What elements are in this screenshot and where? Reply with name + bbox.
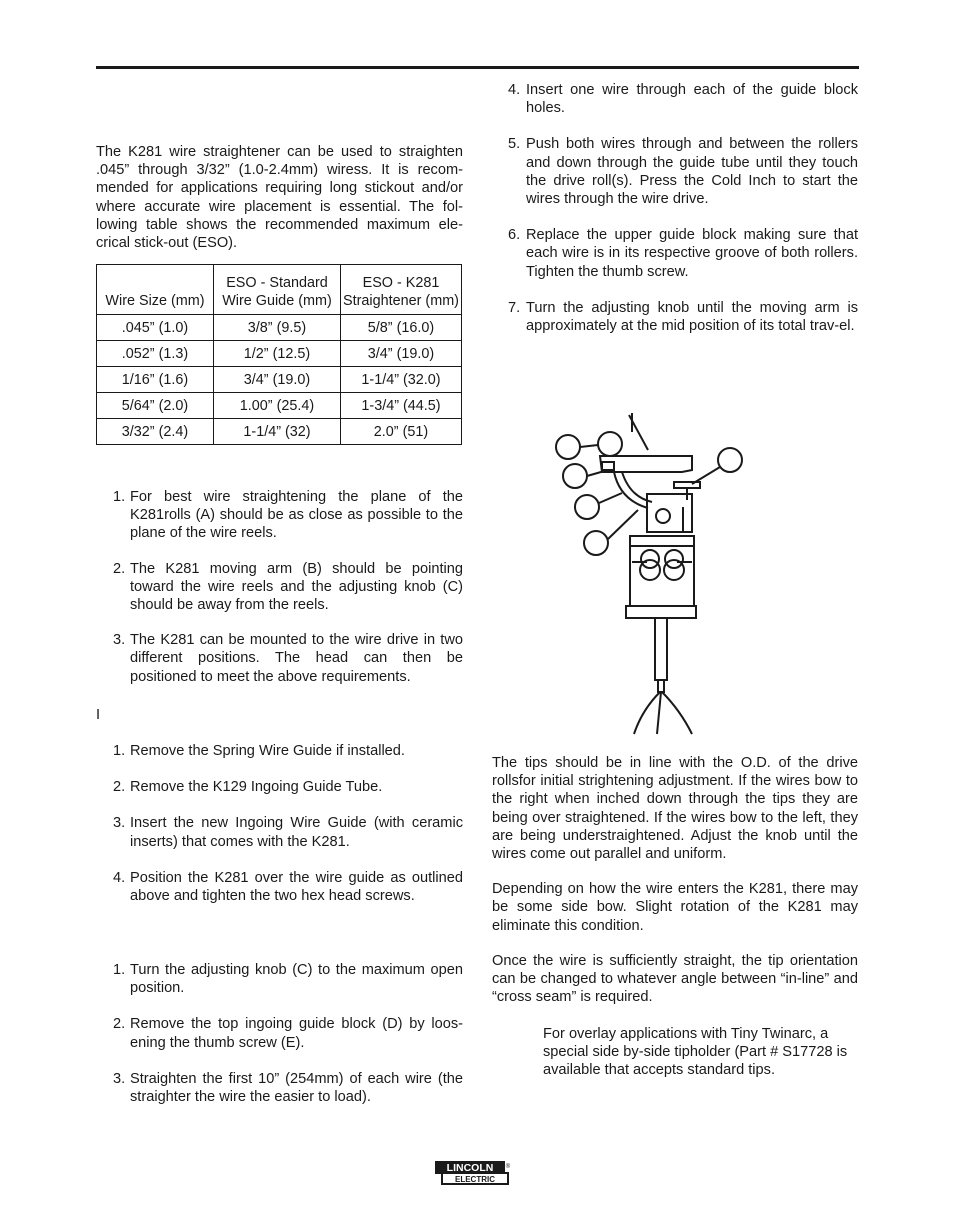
step-number: 1. [113, 489, 126, 505]
step-number: 2. [113, 560, 126, 577]
table-row [97, 315, 462, 341]
callout-circle [563, 464, 587, 488]
step-text: The K281 can be mounted to the wire drive in two different positions. The head can then be positioned to meet the above requirements. [130, 632, 463, 685]
table-cell: 1-1/4” (32.0) [341, 367, 462, 393]
table-header-cell: ESO - K281 Straightener (mm) [341, 265, 462, 315]
loading-steps-left [96, 961, 463, 1106]
step-number: 2. [113, 1016, 126, 1033]
k281-straightener-diagram [552, 412, 748, 738]
table-cell: .045” (1.0) [97, 315, 214, 341]
step-text: Replace the upper guide block making sure that each wire is in its respective groove of both rollers. Tighten the thumb screw. [526, 227, 858, 280]
adjust-section [492, 754, 858, 1006]
step-text: Turn the adjusting knob until the moving arm is approximately at the mid position of its total trav-el. [526, 299, 858, 335]
lincoln-electric-logo [434, 1160, 512, 1186]
list-item [492, 81, 858, 117]
table-cell: 2.0” (51) [341, 419, 462, 445]
table-cell: .052” (1.3) [97, 341, 214, 367]
list-item [96, 1015, 463, 1051]
list-item [96, 631, 463, 686]
table-row [97, 393, 462, 419]
adjust-paragraph: Depending on how the wire enters the K281, there may be some side bow. Slight rotation of the K281 may eliminate this condition. [492, 881, 858, 934]
table-header-cell: Wire Size (mm) [97, 265, 214, 315]
install-steps [96, 742, 463, 905]
list-item [96, 814, 463, 850]
step-text: Position the K281 over the wire guide as outlined above and tighten the two hex head screws. [130, 869, 463, 905]
list-item [96, 961, 463, 997]
eso-table [96, 264, 462, 445]
table-row [97, 367, 462, 393]
list-item [96, 560, 463, 615]
list-item [96, 488, 463, 543]
step-number: 2. [113, 779, 126, 796]
list-item [492, 135, 858, 208]
step-text: Insert one wire through each of the guide block holes. [526, 82, 858, 117]
step-number: 7. [508, 299, 521, 316]
table-cell: 1-3/4” (44.5) [341, 393, 462, 419]
list-item [96, 869, 463, 905]
callout-circle [584, 531, 608, 555]
list-item [96, 742, 463, 760]
step-text: Push both wires through and between the rollers and down through the guide tube until they touch the drive roll(s). Press the Cold Inch to start the wires through the wire drive. [526, 136, 858, 208]
step-text: Straighten the first 10” (254mm) of each wire (the straighter the wire the easier to load). [130, 1070, 463, 1106]
table-cell: 1/16” (1.6) [97, 367, 214, 393]
step-number: 4. [113, 869, 126, 886]
header-rule [96, 66, 859, 69]
step-text: Remove the top ingoing guide block (D) by loos-ening the thumb screw (E). [130, 1016, 463, 1051]
table-cell: 5/8” (16.0) [341, 315, 462, 341]
svg-text:ELECTRIC: ELECTRIC [455, 1175, 495, 1184]
callout-circle [556, 435, 580, 459]
step-text: For best wire straightening the plane of the K281rolls (A) should be as close as possible to the plane of the wire reels. [130, 489, 463, 542]
table-cell: 3/4” (19.0) [341, 341, 462, 367]
loading-steps-right [492, 81, 858, 335]
table-header-row [97, 265, 462, 315]
callout-circle [718, 448, 742, 472]
list-item [492, 226, 858, 281]
step-number: 4. [508, 82, 521, 98]
step-number: 6. [508, 227, 521, 244]
svg-text:LINCOLN: LINCOLN [446, 1162, 494, 1174]
step-number: 3. [113, 632, 126, 649]
table-cell: 1-1/4” (32) [214, 419, 341, 445]
table-cell: 1/2” (12.5) [214, 341, 341, 367]
table-cell: 3/32” (2.4) [97, 419, 214, 445]
list-item [96, 1070, 463, 1106]
step-text: The K281 moving arm (B) should be pointing toward the wire reels and the adjusting knob (C) should be away from the reels. [130, 560, 463, 614]
adjust-paragraph: The tips should be in line with the O.D. of the drive rollsfor initial strightening adjustment. If the wires bow to the right when inched down through the tips they are being over straightened. If the wires bow to the left, they are being understraightened. Adjust the knob until the wires come out parallel and uniform. [492, 755, 858, 863]
mounting-steps [96, 488, 463, 686]
adjust-paragraph: Once the wire is sufficiently straight, the tip orientation can be changed to whatever angle between “in-line” and “cross seam” is required. [492, 952, 858, 1006]
note-text: For overlay applications with Tiny Twinarc, a special side by-side tipholder (Part # S17728 is available that accepts standard tips. [543, 1026, 848, 1079]
table-cell: 3/8” (9.5) [214, 315, 341, 341]
step-number: 5. [508, 136, 521, 153]
intro-paragraph: The K281 wire straightener can be used to straighten .045” through 3/32” (1.0-2.4mm) wiress. It is recom-mended for applications requiring long stickout and/or where accurate wire placement is essential. The fol-lowing table shows the recommended maximum ele-crical stick-out (ESO). [96, 144, 463, 252]
table-header-cell: ESO - Standard Wire Guide (mm) [214, 265, 341, 315]
callout-circle [575, 495, 599, 519]
table-cell: 3/4” (19.0) [214, 367, 341, 393]
list-item [96, 778, 463, 796]
stray-letter: I [96, 707, 101, 723]
step-text: Insert the new Ingoing Wire Guide (with ceramic inserts) that comes with the K281. [130, 815, 463, 850]
table-row [97, 419, 462, 445]
step-number: 3. [113, 815, 126, 832]
step-text: Remove the Spring Wire Guide if installed. [130, 743, 405, 759]
table-row [97, 341, 462, 367]
step-number: 3. [113, 1070, 126, 1087]
svg-text:®: ® [505, 1164, 511, 1170]
step-number: 1. [113, 962, 126, 978]
step-number: 1. [113, 743, 126, 759]
list-item [492, 299, 858, 335]
table-cell: 1.00” (25.4) [214, 393, 341, 419]
table-cell: 5/64” (2.0) [97, 393, 214, 419]
step-text: Remove the K129 Ingoing Guide Tube. [130, 779, 383, 796]
step-text: Turn the adjusting knob (C) to the maximum open position. [130, 962, 463, 997]
